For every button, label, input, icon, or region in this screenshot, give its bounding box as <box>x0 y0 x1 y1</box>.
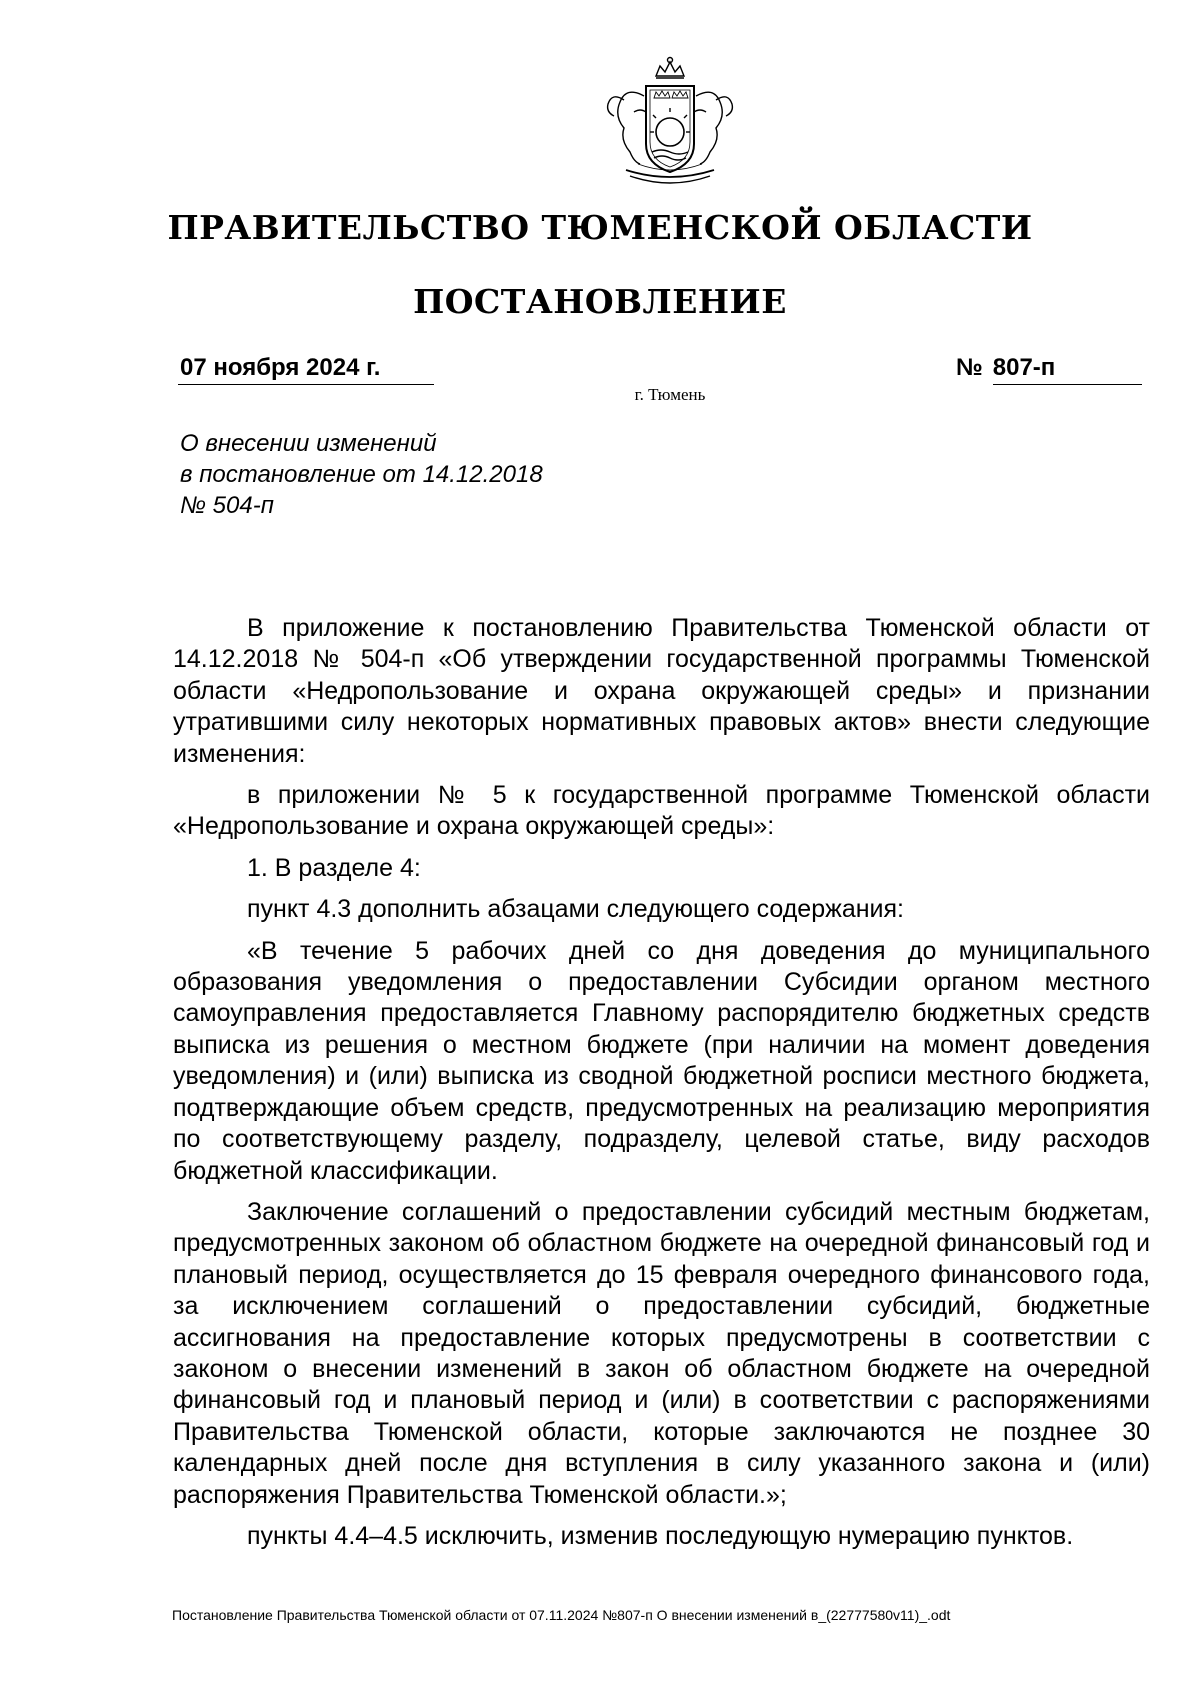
city-name: г. Тюмень <box>634 385 706 404</box>
document-body <box>173 613 1150 1562</box>
body-paragraph: в приложении № 5 к государственной программе Тюменской области «Недропользование и охрана окружающей среды»: <box>173 781 1150 841</box>
body-paragraph: пункт 4.3 дополнить абзацами следующего содержания: <box>247 895 904 924</box>
body-paragraph: пункты 4.4–4.5 исключить, изменив последующую нумерацию пунктов. <box>247 1521 1074 1550</box>
body-paragraph: Заключение соглашений о предоставлении субсидий местным бюджетам, предусмотренных законом об областном бюджете на очередной финансовый год и плановый период, осуществляется до 15 февраля очередного финансового года, за исключением соглашений о предоставлении субсидий, бюджетные ассигнования на предоставление которых предусмотрены в соответствии с законом о внесении изменений в закон об областном бюджете на очередной финансовый год и плановый период и (или) в соответствии с распоряжениями Правительства Тюменской области, которые заключаются не позднее 30 календарных дней после дня вступления в силу указанного закона и (или) распоряжения Правительства Тюменской области.»; <box>173 1197 1150 1509</box>
document-number <box>956 352 1142 385</box>
document-date: 07 ноября 2024 г. <box>178 352 434 385</box>
number-value: 807-п <box>993 352 1142 385</box>
coat-of-arms-icon <box>590 52 750 192</box>
document-type: ПОСТАНОВЛЕНИЕ <box>413 282 787 321</box>
body-paragraph: В приложение к постановлению Правительства Тюменской области от 14.12.2018 № 504-п «Об утверждении государственной программы Тюменской области «Недропользование и охрана окружающей среды» и признании утратившими силу некоторых нормативных правовых актов» внести следующие изменения: <box>173 614 1150 768</box>
number-sign: № <box>956 354 983 381</box>
subject-line: в постановление от 14.12.2018 <box>180 461 543 488</box>
subject-line: № 504-п <box>180 492 274 519</box>
page-footer: Постановление Правительства Тюменской области от 07.11.2024 №807-п О внесении изменений в_(22777580v11)_.odt <box>172 1607 951 1623</box>
body-paragraph: «В течение 5 рабочих дней со дня доведения до муниципального образования уведомления о предоставлении Субсидии органом местного самоуправления предоставляется Главному распорядителю бюджетных средств выписка из решения о местном бюджете (при наличии на момент доведения уведомления) и (или) выписка из сводной бюджетной росписи местного бюджета, подтверждающие объем средств, предусмотренных на реализацию мероприятия по соответствующему разделу, подразделу, целевой статье, виду расходов бюджетной классификации. <box>173 936 1150 1185</box>
body-paragraph: 1. В разделе 4: <box>247 853 421 882</box>
government-title: ПРАВИТЕЛЬСТВО ТЮМЕНСКОЙ ОБЛАСТИ <box>167 208 1033 247</box>
document-subject <box>180 428 660 521</box>
subject-line: О внесении изменений <box>180 430 437 457</box>
